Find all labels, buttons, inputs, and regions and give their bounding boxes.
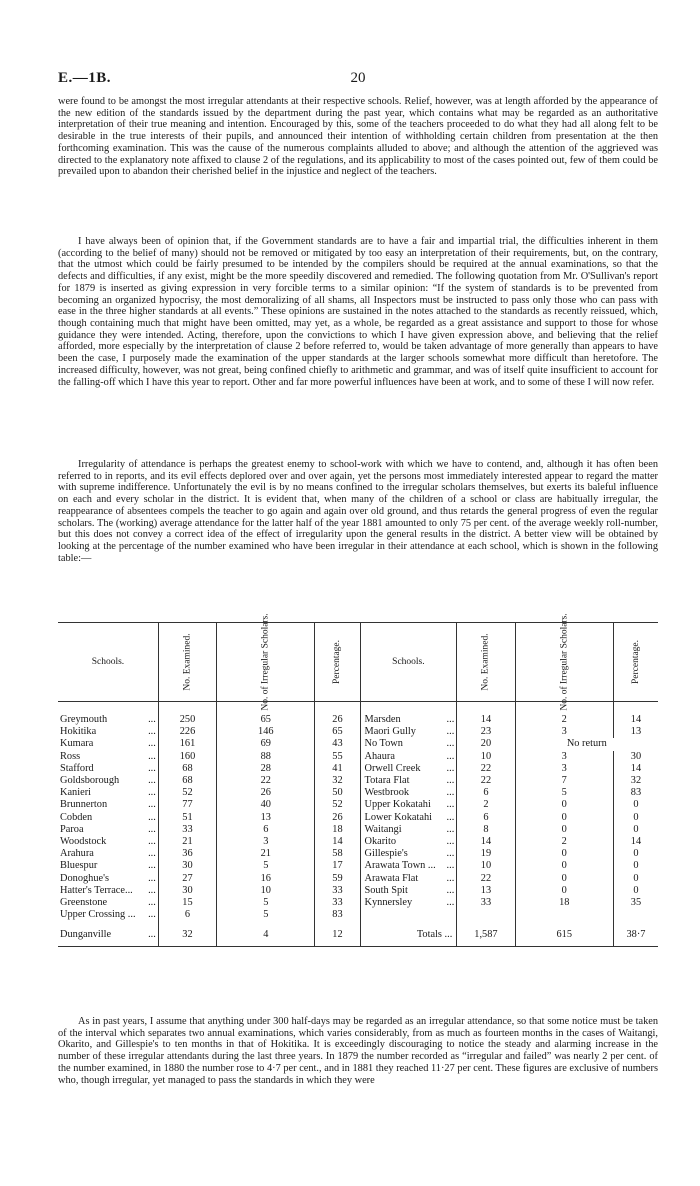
table-row: [58, 860, 658, 872]
leader-dots: ...: [446, 762, 455, 774]
percentage-value: 32: [613, 775, 658, 787]
school-name: Woodstock: [60, 836, 107, 848]
leader-dots: ...: [148, 872, 156, 884]
table-row: [58, 897, 658, 909]
leader-dots: ...: [148, 787, 156, 799]
table-row: [58, 873, 658, 885]
school-name: Hokitika: [60, 726, 97, 738]
examined-count: 15: [158, 897, 216, 909]
leader-dots: ...: [148, 738, 156, 750]
school-name: No Town: [360, 738, 441, 750]
schools-header-left: Schools.: [58, 623, 158, 702]
school-name: Orwell Creek: [360, 763, 441, 775]
examined-count: 160: [158, 751, 216, 763]
irregular-count: 28: [217, 763, 315, 775]
percentage-value: 30: [613, 751, 658, 763]
totals-label: Totals ...: [360, 921, 457, 946]
table-row: [58, 921, 658, 946]
irregular-count: 26: [217, 787, 315, 799]
examined-count: 68: [158, 775, 216, 787]
irregular-count: 0: [515, 812, 613, 824]
examined-count: 13: [457, 885, 515, 897]
irregular-count: 3: [217, 836, 315, 848]
irregular-count: 0: [515, 824, 613, 836]
leader-dots: ...: [446, 836, 455, 848]
percentage-value: 50: [315, 787, 360, 799]
percentage-value: 12: [315, 921, 360, 946]
schools-header-right: Schools.: [360, 623, 457, 702]
paragraph-1: were found to be amongst the most irregular attendants at their respective schools. Relief, however, was at length afforded by the appearance of the new edition of the standards issued by the department during the past year, which contains what may be regarded as an authoritative interpretation of their true meaning and intention. Encouraged by this, some of the teachers proceeded to do what they had all along felt to be desirable in the true interests of their pupils, and announced their intention of withholding certain children from presentation at the then forthcoming examination. This was the cause of the numerous complaints alluded to above; and although the attention of the aggrieved was directed to the explanatory note affixed to clause 2 of the regulations, and its applicability to most of the cases pointed out, few of them could be prevailed upon to abandon their cherished belief in the injustice and neglect of the teachers.: [58, 96, 658, 178]
totals-examined: 1,587: [457, 921, 515, 946]
irregular-count: 4: [217, 921, 315, 946]
leader-dots: ...: [148, 762, 156, 774]
leader-dots: ...: [148, 836, 156, 848]
leader-dots: ...: [446, 750, 455, 762]
irregular-header-left: No. of Irregular Scholars.: [217, 623, 315, 702]
leader-dots: ...: [446, 714, 455, 725]
irregular-count: 88: [217, 751, 315, 763]
percentage-value: 26: [315, 702, 360, 727]
examined-header-right: No. Examined.: [457, 623, 515, 702]
examined-count: 6: [457, 812, 515, 824]
school-name: Arawata Town ...: [360, 860, 441, 872]
paragraph-4: As in past years, I assume that anything under 300 half-days may be regarded as an irregular attendance, so that some notice must be taken of the interval which separates two annual examinations, which varies considerably, from as much as fourteen months in the cases of Waitangi, Okarito, and Gillespie's to ten months in that of Hokitika. It is exceedingly discouraging to notice the steady and alarming increase in the number of these irregular attendants during the last three years. In 1879 the number recorded as “irregular and failed” was nearly 2 per cent. of the number examined, in 1880 the number rose to 4·7 per cent., and in 1881 they reached 11·27 per cent. These figures are exclusive of numbers who, though irregular, yet managed to pass the standards in which they were: [58, 1016, 658, 1086]
examined-count: 20: [457, 738, 515, 750]
examined-count: 250: [158, 702, 216, 727]
irregular-count: 13: [217, 812, 315, 824]
table-body: [58, 702, 658, 947]
irregular-count: 10: [217, 885, 315, 897]
irregular-count: 3: [515, 726, 613, 738]
examined-count: 6: [158, 909, 216, 921]
percentage-value: 43: [315, 738, 360, 750]
percentage-value: 58: [315, 848, 360, 860]
school-name: Bluespur: [60, 860, 98, 872]
leader-dots: ...: [446, 897, 455, 909]
table-row: [58, 787, 658, 799]
irregular-count: 2: [515, 836, 613, 848]
examined-count: 14: [457, 836, 515, 848]
irregular-count: 0: [515, 848, 613, 860]
irregular-header-right: No. of Irregular Scholars.: [515, 623, 613, 702]
examined-count: 33: [158, 824, 216, 836]
school-name: Lower Kokatahi: [360, 812, 441, 824]
school-name: Okarito: [360, 836, 441, 848]
leader-dots: ...: [148, 823, 156, 835]
examined-count: 6: [457, 787, 515, 799]
percentage-value: 83: [315, 909, 360, 921]
examined-count: 51: [158, 812, 216, 824]
examined-count: 36: [158, 848, 216, 860]
leader-dots: ...: [148, 775, 156, 787]
irregular-count: 7: [515, 775, 613, 787]
examined-count: 22: [457, 873, 515, 885]
school-name: Arawata Flat: [360, 873, 441, 885]
leader-dots: ...: [446, 775, 455, 787]
percentage-value: 13: [613, 726, 658, 738]
leader-dots: ...: [446, 884, 455, 896]
table-row: [58, 909, 658, 921]
irregular-count: 2: [515, 702, 613, 727]
irregular-count: 6: [217, 824, 315, 836]
examined-count: 27: [158, 873, 216, 885]
attendance-table: [58, 613, 658, 947]
table-row: [58, 848, 658, 860]
irregular-count: 5: [217, 909, 315, 921]
percentage-value: 35: [613, 897, 658, 909]
percentage-value: 18: [315, 824, 360, 836]
examined-header-left: No. Examined.: [158, 623, 216, 702]
table-header-row: [58, 623, 658, 702]
school-name: South Spit: [360, 885, 441, 897]
irregular-count: 21: [217, 848, 315, 860]
percentage-value: 33: [315, 897, 360, 909]
irregular-count: 3: [515, 763, 613, 775]
leader-dots: ...: [148, 799, 156, 811]
percentage-value: 0: [613, 824, 658, 836]
document-reference: E.—1B.: [58, 70, 112, 86]
school-name: Upper Crossing ...: [60, 909, 136, 921]
percentage-value: 0: [613, 860, 658, 872]
percentage-value: 14: [613, 836, 658, 848]
percentage-value: 0: [613, 873, 658, 885]
percentage-value: 17: [315, 860, 360, 872]
examined-count: 30: [158, 885, 216, 897]
irregular-count: 40: [217, 799, 315, 811]
leader-dots: ...: [148, 860, 156, 872]
leader-dots: ...: [446, 811, 455, 823]
examined-count: 21: [158, 836, 216, 848]
leader-dots: ...: [446, 872, 455, 884]
leader-dots: ...: [446, 799, 455, 811]
percentage-value: 0: [613, 812, 658, 824]
leader-dots: ...: [148, 714, 156, 725]
leader-dots: ...: [446, 823, 455, 835]
leader-dots: ...: [446, 860, 455, 872]
school-name: Cobden: [60, 811, 93, 823]
examined-count: 23: [457, 726, 515, 738]
school-name: Ross: [60, 750, 81, 762]
empty-cell: [457, 909, 515, 921]
examined-count: 14: [457, 702, 515, 727]
irregular-count: 18: [515, 897, 613, 909]
percentage-value: 0: [613, 799, 658, 811]
examined-count: 52: [158, 787, 216, 799]
leader-dots: ...: [148, 909, 156, 921]
examined-count: 19: [457, 848, 515, 860]
table-row: [58, 885, 658, 897]
examined-count: 226: [158, 726, 216, 738]
table-row: [58, 812, 658, 824]
leader-dots: ...: [446, 848, 455, 860]
leader-dots: ...: [148, 848, 156, 860]
examined-count: 10: [457, 751, 515, 763]
leader-dots: ...: [148, 750, 156, 762]
percentage-header-right: Percentage.: [613, 623, 658, 702]
school-name: Maori Gully: [360, 726, 441, 738]
school-name: Totara Flat: [360, 775, 441, 787]
irregular-count: No return: [515, 738, 658, 750]
school-name: Marsden: [360, 702, 441, 727]
school-name: Arahura: [60, 848, 94, 860]
empty-cell: [613, 909, 658, 921]
irregular-count: 5: [217, 897, 315, 909]
percentage-value: 14: [315, 836, 360, 848]
page-number: 20: [350, 70, 366, 86]
percentage-value: 26: [315, 812, 360, 824]
school-name: Hatter's Terrace...: [60, 884, 133, 896]
examined-count: 33: [457, 897, 515, 909]
school-name: Kynnersley: [360, 897, 441, 909]
percentage-value: 14: [613, 702, 658, 727]
percentage-value: 55: [315, 751, 360, 763]
irregular-count: 16: [217, 873, 315, 885]
examined-count: 30: [158, 860, 216, 872]
examined-count: 68: [158, 763, 216, 775]
school-name: Paroa: [60, 823, 84, 835]
percentage-value: 41: [315, 763, 360, 775]
examined-count: 77: [158, 799, 216, 811]
percentage-value: 0: [613, 848, 658, 860]
leader-dots: ...: [148, 884, 156, 896]
irregular-count: 69: [217, 738, 315, 750]
examined-count: 32: [158, 921, 216, 946]
irregular-count: 0: [515, 885, 613, 897]
paragraph-2: I have always been of opinion that, if the Government standards are to have a fair and impartial trial, the difficulties inherent in them (according to the belief of many) should not be removed or mitigated by too easy an interpretation of their requirements, but, on the contrary, that the utmost which could be fairly presumed to be intended by the compilers should be required at the annual examinations, so that the defects and difficulties, if any exist, might be the more speedily discovered and remedied. The following quotation from Mr. O'Sullivan's report for 1879 is inserted as giving expression in very forcible terms to a similar opinion: “If the system of standards is to be prevented from becoming an organized hypocrisy, the most demoralizing of all shams, all Inspectors must be instructed to pass only those who can pass with ease in the three higher standards at all events.” These opinions are sustained in the notes attached to the standards as recently reissued, which, though containing much that might have been omitted, may yet, as a whole, be regarded as a great assistance and support to those for whose guidance they were intended. Acting, therefore, upon the convictions to which I have given expression above, and believing that the relief afforded, more especially by the interpretation of clause 2 before referred to, would be taken advantage of more generally than appears to have been the case, I purposely made the examination of the upper standards at the larger schools somewhat more difficult than heretofore. The increased difficulty, however, was not great, being confined chiefly to arithmetic and grammar, and was of itself quite insufficient to account for the falling-off which I have this year to report. Other and far more powerful influences have been at work, and to some of these I will now refer.: [58, 236, 658, 388]
table-row: [58, 738, 658, 750]
leader-dots: ...: [148, 726, 156, 738]
school-name: Donoghue's: [60, 872, 109, 884]
percentage-value: 52: [315, 799, 360, 811]
percentage-value: 65: [315, 726, 360, 738]
table-row: [58, 775, 658, 787]
table-row: [58, 799, 658, 811]
page-header: [58, 70, 658, 88]
examined-count: 2: [457, 799, 515, 811]
irregular-count: 5: [217, 860, 315, 872]
table-row: [58, 751, 658, 763]
percentage-value: 59: [315, 873, 360, 885]
irregular-count: 3: [515, 751, 613, 763]
table-row: [58, 726, 658, 738]
table-row: [58, 836, 658, 848]
examined-count: 161: [158, 738, 216, 750]
school-name: Kanieri: [60, 787, 92, 799]
percentage-value: 83: [613, 787, 658, 799]
percentage-value: 14: [613, 763, 658, 775]
irregular-count: 0: [515, 799, 613, 811]
school-name: Greymouth: [60, 714, 108, 725]
examined-count: 22: [457, 775, 515, 787]
school-name: Brunnerton: [60, 799, 108, 811]
leader-dots: ...: [142, 921, 158, 946]
examined-count: 10: [457, 860, 515, 872]
percentage-value: 0: [613, 885, 658, 897]
percentage-value: 32: [315, 775, 360, 787]
leader-dots: ...: [148, 811, 156, 823]
empty-cell: [515, 909, 613, 921]
irregular-count: 146: [217, 726, 315, 738]
empty-cell: [441, 909, 457, 921]
percentage-header-left: Percentage.: [315, 623, 360, 702]
school-name: Stafford: [60, 762, 94, 774]
examined-count: 8: [457, 824, 515, 836]
table-row: [58, 824, 658, 836]
totals-irregular: 615: [515, 921, 613, 946]
leader-dots: ...: [446, 726, 455, 738]
irregular-count: 22: [217, 775, 315, 787]
irregular-count: 65: [217, 702, 315, 727]
percentage-value: 33: [315, 885, 360, 897]
irregular-count: 0: [515, 873, 613, 885]
school-name: Waitangi: [360, 824, 441, 836]
school-name: Ahaura: [360, 751, 441, 763]
school-name: Gillespie's: [360, 848, 441, 860]
school-name: Kumara: [60, 738, 94, 750]
school-name: Greenstone: [60, 897, 108, 909]
school-name: Westbrook: [360, 787, 441, 799]
irregular-count: 5: [515, 787, 613, 799]
irregular-count: 0: [515, 860, 613, 872]
school-name: Dunganville: [58, 921, 142, 946]
examined-count: 22: [457, 763, 515, 775]
totals-percentage: 38·7: [613, 921, 658, 946]
table-row: [58, 763, 658, 775]
leader-dots: ...: [446, 738, 455, 750]
school-name: Goldsborough: [60, 775, 120, 787]
school-name: Upper Kokatahi: [360, 799, 441, 811]
leader-dots: ...: [148, 897, 156, 909]
empty-cell: [360, 909, 441, 921]
leader-dots: ...: [446, 787, 455, 799]
paragraph-3: Irregularity of attendance is perhaps the greatest enemy to school-work with which we have to contend, and, although it has often been referred to in reports, and its evil effects deplored over and over again, yet the persons most immediately interested appear to regard the matter with supreme indifference. Unfortunately the evil is by no means confined to the irregular scholars themselves, but exerts its baleful influence on each and every scholar in the district. It is evident that, when many of the children of a school or class are habitually irregular, the reappearance of absentees compels the teacher to go again and again over old ground, and thus retards the general progress of even the regular scholars. The (working) average attendance for the latter half of the year 1881 amounted to only 75 per cent. of the average weekly roll-number, but this does not convey a correct idea of the effect of irregularity upon the general results in the district. A better view will be obtained by looking at the percentage of the number examined who have been irregular in their attendance at each school, which is shown in the following table:—: [58, 459, 658, 564]
